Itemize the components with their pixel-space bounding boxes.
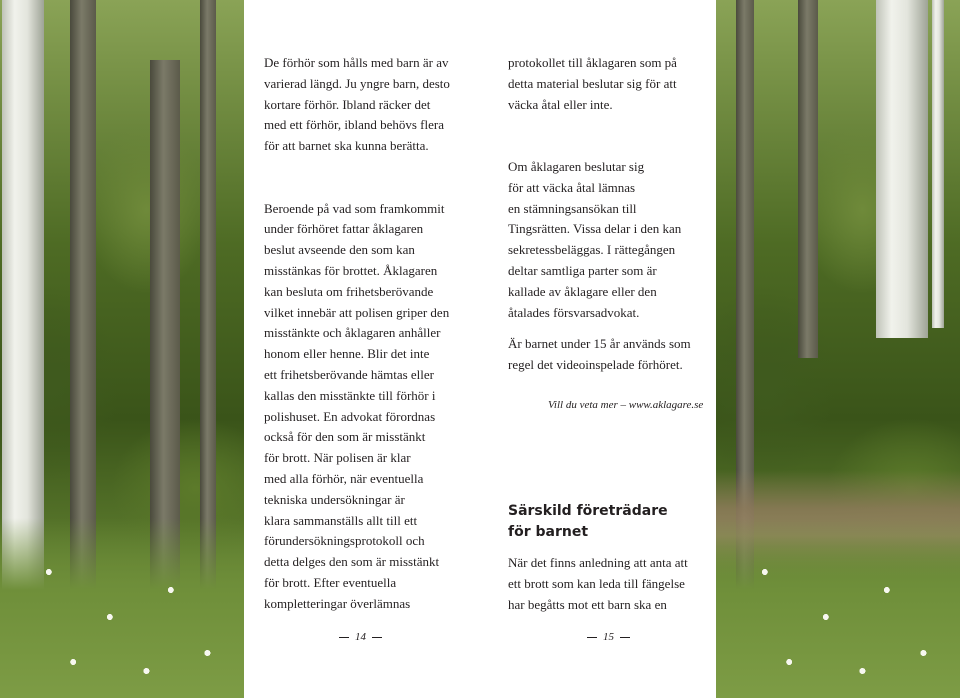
website-link[interactable]: Vill du veta mer – www.aklagare.se: [548, 399, 704, 411]
left-paragraph-2: Beroende på vad som framkommit under förhöret fattar åklagaren beslut avseende den som kan misstänkas för brottet. Åklagaren kan besluta om frihetsberövande vilket innebär att polisen griper den misstänkte och åklagaren anhåller honom eller henne. Blir det inte ett frihetsberövande hämtas eller kallas den misstänkte till förhör i polishuset. En advokat förordnas också för den som är misstänkt för brott. När polisen är klar med alla förhör, när eventuella tekniska undersökningar är klara sammanställs allt till ett förundersökningsprotokoll och detta delges den som är misstänkt för brott. Efter eventuella kompletteringar överlämnas: [264, 200, 450, 611]
right-paragraph-2: Om åklagaren beslutar sig för att väcka åtal lämnas en stämningsansökan till Tingsrätten. Vissa delar i den kan sekretessbeläggas. I rättegången deltar samtliga parter som är kallade av åklagare eller den åtalades försvarsadvokat.: [508, 158, 682, 320]
right-text-column-2: [508, 553, 708, 615]
right-text-column: [508, 53, 708, 388]
left-paragraph-1: De förhör som hålls med barn är av varierad längd. Ju yngre barn, desto kortare förhör. Ibland räcker det med ett förhör, ibland behövs flera för att barnet ska kunna berätta.: [264, 55, 450, 154]
page-number-left: [339, 631, 382, 643]
page-number-left-value: 14: [355, 631, 366, 643]
right-paragraph-4: När det finns anledning att anta att ett brott som kan leda till fängelse har begåtts mot ett barn ska en: [508, 555, 688, 612]
right-paragraph-1: protokollet till åklagaren som på detta material beslutar sig för att väcka åtal eller inte.: [508, 55, 677, 112]
folio-dash: [372, 637, 382, 638]
page-number-right-value: 15: [603, 631, 614, 643]
folio-dash: [620, 637, 630, 638]
folio-dash: [587, 637, 597, 638]
section-heading: Särskild företrädare för barnet: [508, 503, 668, 540]
right-paragraph-3: Är barnet under 15 år används som regel det videoinspelade förhöret.: [508, 336, 691, 373]
forest-photo-right: [716, 0, 960, 698]
forest-photo-left: [0, 0, 244, 698]
folio-dash: [339, 637, 349, 638]
page-number-right: [587, 631, 630, 643]
left-text-column: [264, 53, 474, 615]
